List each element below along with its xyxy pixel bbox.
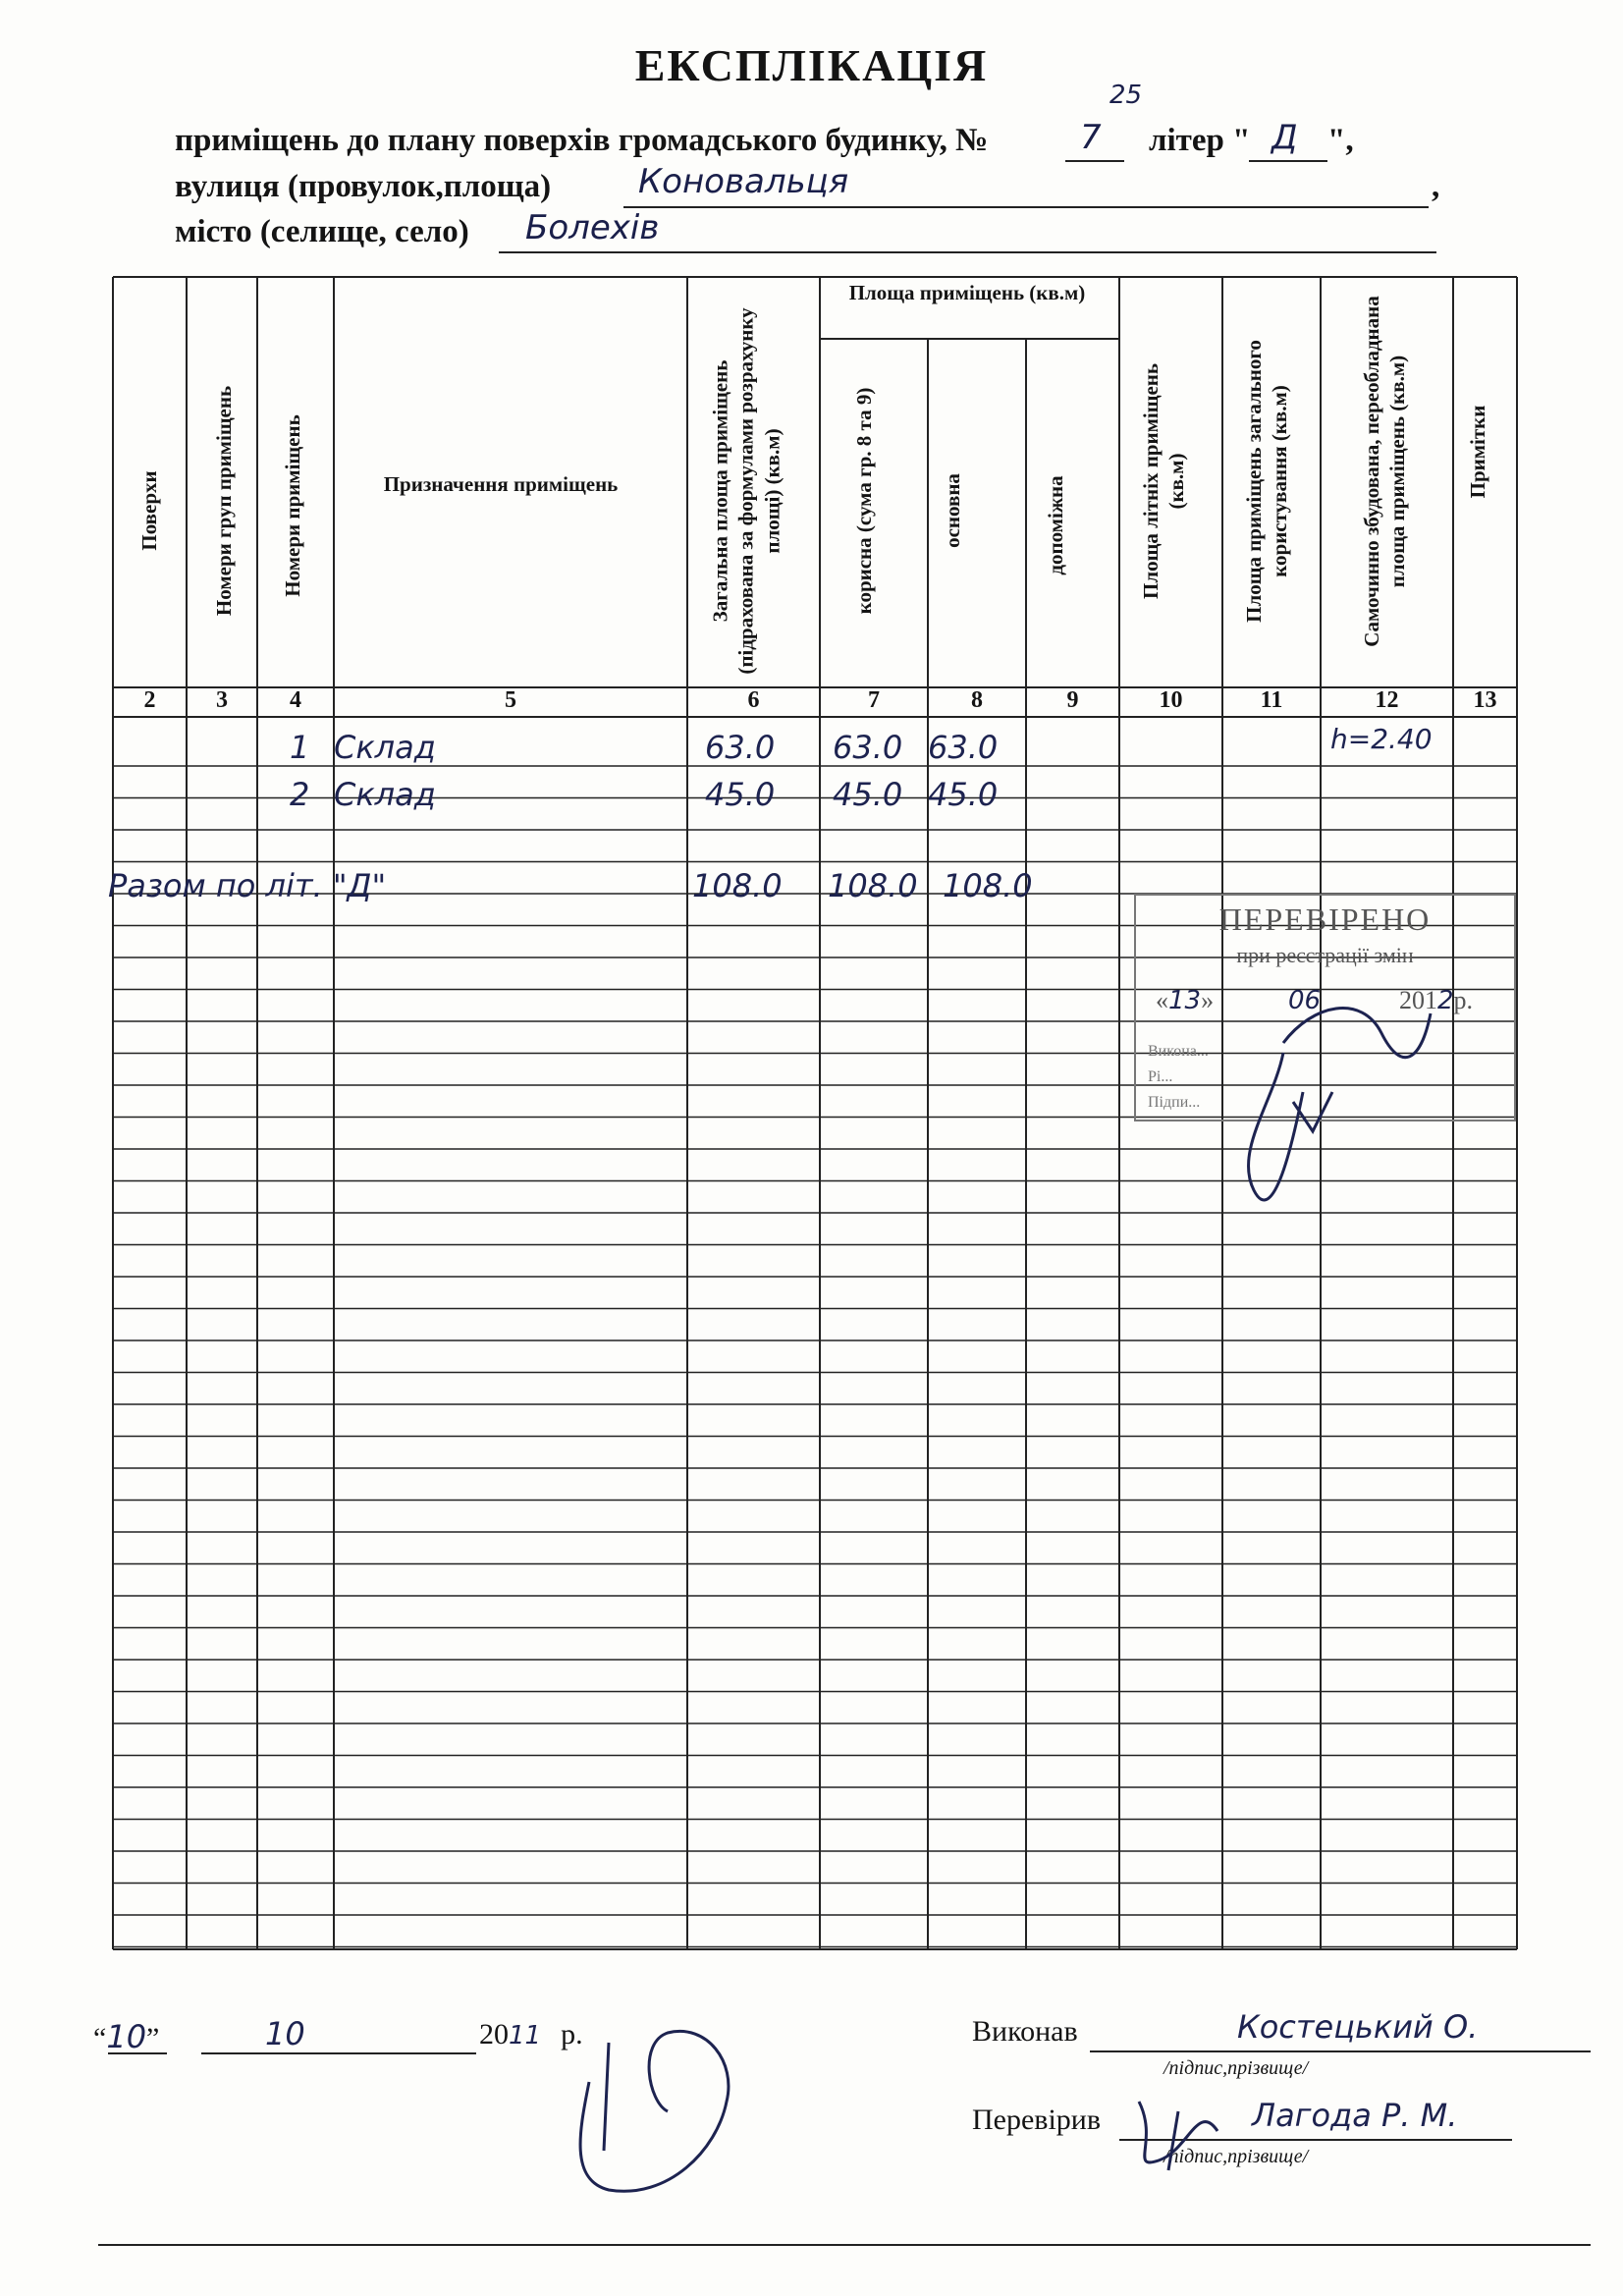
col-header-unauthorized: Самочинно збудована, переобладнана площа приміщень (кв.м) xyxy=(1359,296,1409,647)
checked-caption: /підпис,прізвище/ xyxy=(1163,2146,1309,2167)
column-number-10: 10 xyxy=(1159,687,1183,713)
footer-month-underline xyxy=(201,2052,476,2054)
column-number-3: 3 xyxy=(216,687,228,713)
executed-label: Виконав xyxy=(972,2015,1078,2048)
stamp-title: ПЕРЕВІРЕНО xyxy=(1218,902,1432,937)
column-number-8: 8 xyxy=(971,687,983,713)
col-header-common-use: Площа приміщень загального користування (кв.м) xyxy=(1241,340,1291,623)
column-number-13: 13 xyxy=(1473,687,1497,713)
stamp-day: «13» xyxy=(1156,986,1215,1015)
executed-underline xyxy=(1090,2050,1591,2052)
stamp-year-suffix: 2 xyxy=(1437,986,1454,1015)
stamp-field-2: Рі... xyxy=(1148,1068,1173,1085)
total-row-useful: 108.0 xyxy=(828,867,918,904)
checked-signature-scribble xyxy=(1119,2082,1257,2180)
stamp-day-value: 13 xyxy=(1168,986,1202,1015)
col-header-room-numbers: Номери приміщень xyxy=(280,414,304,597)
footer-date-day: 10 xyxy=(106,2018,147,2055)
stamp-field-signature: Підпи... xyxy=(1148,1094,1201,1111)
stamp-year-unit: р. xyxy=(1453,986,1474,1014)
document-title: ЕКСПЛІКАЦІЯ xyxy=(634,40,989,90)
col-header-area-group: Площа приміщень (кв.м) xyxy=(848,281,1086,304)
city-value: Болехів xyxy=(525,208,660,247)
stamp-field-executor: Викона... xyxy=(1148,1043,1209,1060)
col-header-main: основна xyxy=(940,473,964,548)
footer-date: “10” xyxy=(93,2018,160,2055)
verification-stamp xyxy=(1134,894,1516,1121)
footer-year-hand: 11 xyxy=(509,2021,542,2050)
row2-total: 45.0 xyxy=(705,776,776,813)
col-header-notes: Примітки xyxy=(1465,405,1489,499)
row1-room: 1 xyxy=(290,729,310,766)
row2-main: 45.0 xyxy=(928,776,999,813)
col-header-useful: корисна (сума гр. 8 та 9) xyxy=(851,387,876,615)
row2-purpose: Склад xyxy=(334,776,436,813)
column-number-12: 12 xyxy=(1375,687,1399,713)
header-line1-prefix: приміщень до плану поверхів громадського будинку, № xyxy=(175,123,989,158)
row2-useful: 45.0 xyxy=(833,776,903,813)
column-number-9: 9 xyxy=(1066,687,1079,713)
city-label: місто (селище, село) xyxy=(175,214,469,249)
column-number-7: 7 xyxy=(868,687,880,713)
footer-year-prefix: 20 xyxy=(479,2018,509,2050)
house-number-superscript: 25 xyxy=(1109,81,1143,110)
street-value: Коновальця xyxy=(638,162,849,201)
street-comma: , xyxy=(1432,169,1440,204)
column-number-2: 2 xyxy=(143,687,156,713)
col-header-auxiliary: допоміжна xyxy=(1043,475,1067,575)
row1-main: 63.0 xyxy=(928,729,999,766)
row2-room: 2 xyxy=(290,776,310,813)
bottom-rule xyxy=(98,2244,1591,2246)
row1-useful: 63.0 xyxy=(833,729,903,766)
column-number-5: 5 xyxy=(505,687,516,713)
total-row-total: 108.0 xyxy=(692,867,783,904)
row1-total: 63.0 xyxy=(705,729,776,766)
house-number: 7 xyxy=(1080,118,1102,157)
footer-date-suffix: р. xyxy=(561,2018,583,2050)
column-number-4: 4 xyxy=(290,687,301,713)
litera-value: Д xyxy=(1271,118,1298,157)
litera-label: літер " xyxy=(1149,123,1251,158)
stamp-subtitle: при реєстрації змін xyxy=(1236,943,1414,967)
executed-name: Костецький О. xyxy=(1237,2008,1479,2046)
footer-date-month: 10 xyxy=(265,2015,305,2052)
column-number-6: 6 xyxy=(747,687,760,713)
total-row-label: Разом по літ. "Д" xyxy=(108,867,387,904)
stamp-month-value: 06 xyxy=(1288,986,1322,1015)
col-header-purpose: Призначення приміщень xyxy=(383,472,619,496)
col-header-total-area: Загальна площа приміщень (підрахована за формулами розрахунку площі) (кв.м) xyxy=(708,307,784,675)
checked-label: Перевірив xyxy=(972,2104,1102,2136)
litera-close: ", xyxy=(1327,123,1354,158)
stamp-signature-scribble xyxy=(1136,896,1514,1220)
footer-signature-scribble xyxy=(550,2003,766,2200)
row1-purpose: Склад xyxy=(334,729,436,766)
checked-name: Лагода Р. М. xyxy=(1252,2097,1458,2134)
footer-day-underline xyxy=(108,2052,167,2054)
col-header-summer: Площа літніх приміщень (кв.м) xyxy=(1138,363,1188,599)
stamp-year-prefix: 201 xyxy=(1399,986,1437,1014)
row1-note: h=2.40 xyxy=(1330,723,1433,755)
executed-caption: /підпис,прізвище/ xyxy=(1163,2057,1309,2079)
col-header-group-numbers: Номери груп приміщень xyxy=(211,385,236,617)
col-header-floors: Поверхи xyxy=(136,470,161,551)
column-number-11: 11 xyxy=(1260,687,1283,713)
total-row-main: 108.0 xyxy=(943,867,1033,904)
street-label: вулиця (провулок,площа) xyxy=(175,169,552,204)
